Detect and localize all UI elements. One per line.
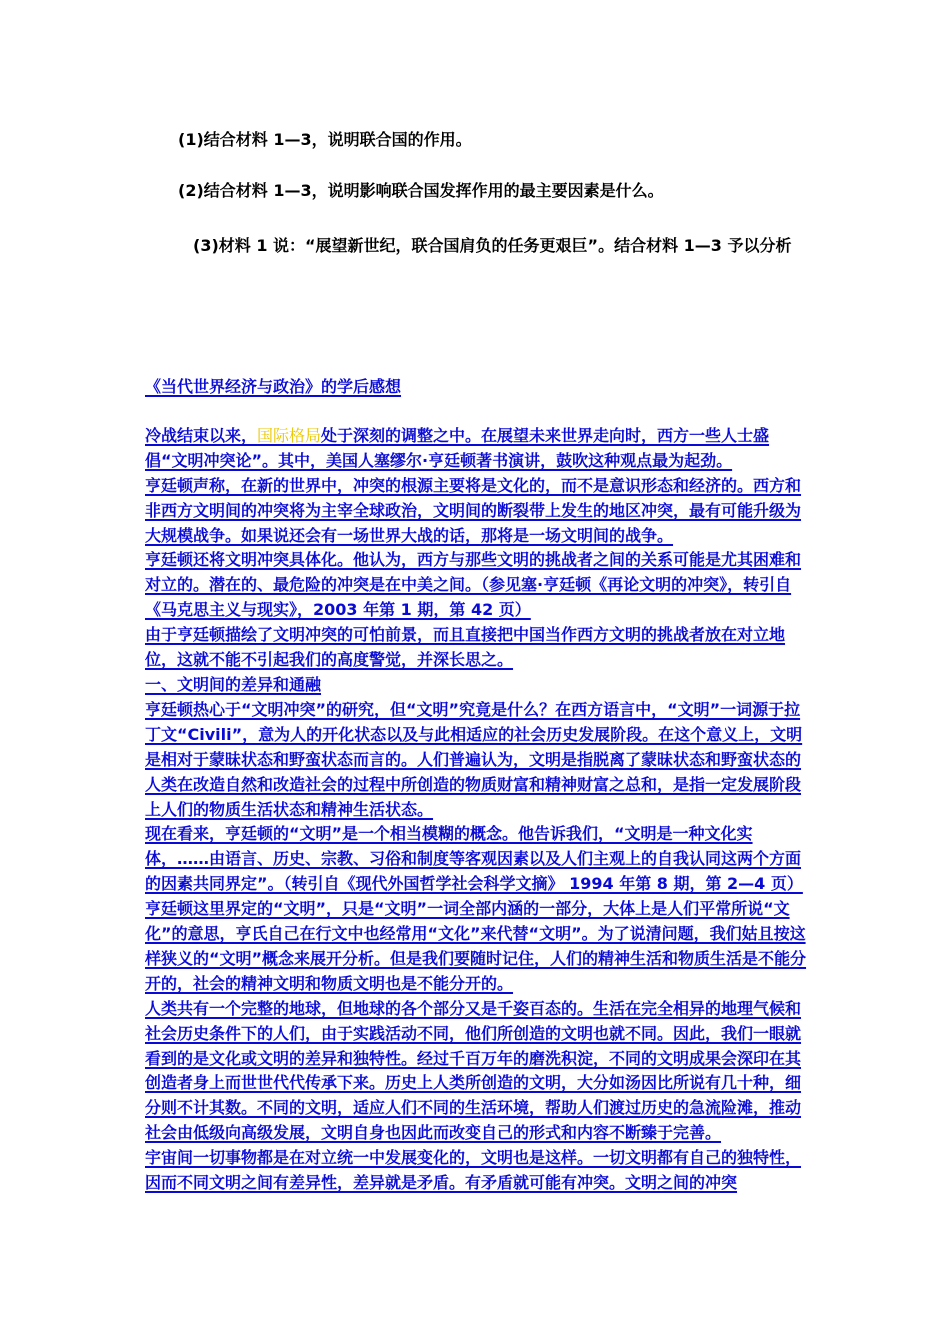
essay-title: 《当代世界经济与政治》的学后感想	[145, 377, 402, 396]
essay-paragraph-6: 现在看来，亨廷顿的“文明”是一个相当模糊的概念。他告诉我们，“文明是一种文化实体，……由语言、历史、宗教、习俗和制度等客观因素以及人们主观上的自我认同这两个方面的因素共同界定”。（转引自《现代外国哲学社会科学文摘》 1994 年第 8 期，第 2—4 页）亨廷顿这里界定的“文明”，只是“文明”一词全部内涵的一部分，大体上是人们平常所说“文化”的意思，亨氏自己在行文中也经常用“文化”来代替“文明”。为了说清问题，我们姑且按这样狭义的“文明”概念来展开分析。但是我们要随时记住，人们的精神生活和物质生活是不能分开的，社会的精神文明和物质文明也是不能分开的。	[145, 824, 807, 993]
question-3: (3)材料 1 说：“展望新世纪，联合国肩负的任务更艰巨”。结合材料 1—3 予以分析	[193, 236, 792, 255]
essay-paragraph-1: 冷战结束以来，国际格局处于深刻的调整之中。在展望未来世界走向时，西方一些人士盛倡“文明冲突论”。其中，美国人塞缪尔·亨廷顿著书演讲，鼓吹这种观点最为起劲。	[145, 425, 770, 470]
essay-paragraph-3: 亨廷顿还将文明冲突具体化。他认为，西方与那些文明的挑战者之间的关系可能是尤其困难和对立的。潜在的、最危险的冲突是在中美之间。（参见塞·亨廷顿《再论文明的冲突》，转引自《马克思主义与现实》，2003 年第 1 期，第 42 页）	[145, 550, 802, 620]
essay-paragraph-7: 人类共有一个完整的地球，但地球的各个部分又是千姿百态的。生活在完全相异的地理气候和社会历史条件下的人们，由于实践活动不同，他们所创造的文明也就不同。因此，我们一眼就看到的是文化或文明的差异和独特性。经过千百万年的磨洗积淀，不同的文明成果会深印在其创造者身上而世世代代传承下来。历史上人类所创造的文明，大分如汤因比所说有几十种，细分则不计其数。不同的文明，适应人们不同的生活环境，帮助人们渡过历史的急流险滩，推动社会由低级向高级发展，文明自身也因此而改变自己的形式和内容不断臻于完善。	[145, 998, 802, 1143]
essay-section-heading: 一、文明间的差异和通融	[145, 674, 322, 694]
essay-paragraph-4: 由于亨廷顿描绘了文明冲突的可怕前景，而且直接把中国当作西方文明的挑战者放在对立地位，这就不能不引起我们的高度警觉，并深长思之。	[145, 625, 786, 670]
essay-paragraph-8: 宇宙间一切事物都是在对立统一中发展变化的，文明也是这样。一切文明都有自己的独特性，因而不同文明之间有差异性，差异就是矛盾。有矛盾就可能有冲突。文明之间的冲突	[145, 1148, 802, 1193]
highlighted-term: 国际格局	[257, 425, 322, 445]
essay-body	[145, 375, 810, 1196]
question-2: (2)结合材料 1—3，说明影响联合国发挥作用的最主要因素是什么。	[178, 181, 664, 200]
essay-paragraph-2: 亨廷顿声称，在新的世界中，冲突的根源主要将是文化的，而不是意识形态和经济的。西方和非西方文明间的冲突将为主宰全球政治，文明间的断裂带上发生的地区冲突，最有可能升级为大规模战争。如果说还会有一场世界大战的话，那将是一场文明间的战争。	[145, 475, 802, 545]
question-1: (1)结合材料 1—3，说明联合国的作用。	[178, 130, 472, 149]
essay-paragraph-5: 亨廷顿热心于“文明冲突”的研究，但“文明”究竟是什么？在西方语言中，“文明”一词源于拉丁文“Civili”，意为人的开化状态以及与此相适应的社会历史发展阶段。在这个意义上，文明是相对于蒙昧状态和野蛮状态而言的。人们普遍认为，文明是指脱离了蒙昧状态和野蛮状态的人类在改造自然和改造社会的过程中所创造的物质财富和精神财富之总和，是指一定发展阶段上人们的物质生活状态和精神生活状态。	[145, 699, 803, 819]
